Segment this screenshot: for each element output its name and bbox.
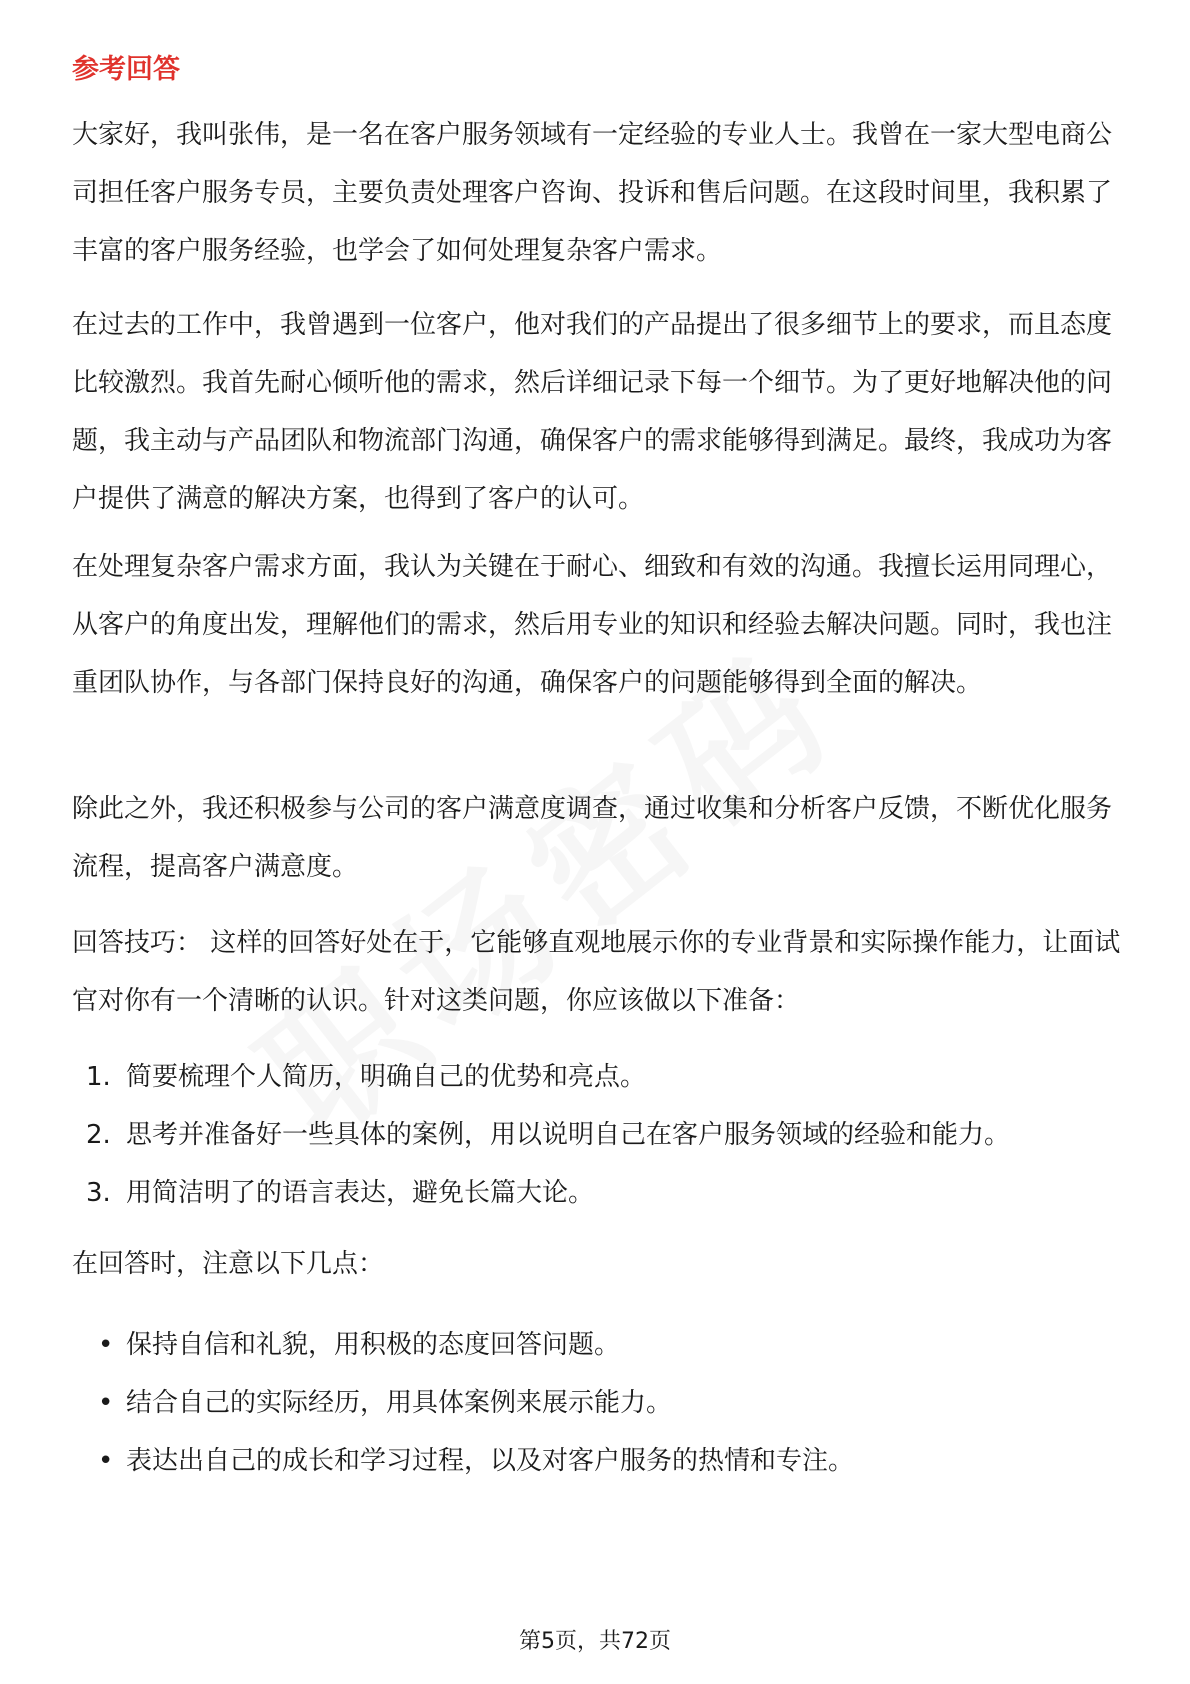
list-number: 3. (86, 1178, 111, 1208)
list-item (72, 1432, 1132, 1490)
list-item-text: 思考并准备好一些具体的案例，用以说明自己在客户服务领域的经验和能力。 (126, 1120, 1011, 1150)
bullet-icon: • (98, 1388, 114, 1418)
list-item (72, 1106, 1132, 1164)
paragraph-extra: 除此之外，我还积极参与公司的客户满意度调查，通过收集和分析客户反馈，不断优化服务流程，提高客户满意度。 (72, 794, 1113, 882)
paragraph-experience: 在过去的工作中，我曾遇到一位客户，他对我们的产品提出了很多细节上的要求，而且态度比较激烈。我首先耐心倾听他的需求，然后详细记录下每一个细节。为了更好地解决他的问题，我主动与产品团队和物流部门沟通，确保客户的需求能够得到满足。最终，我成功为客户提供了满意的解决方案，也得到了客户的认可。 (72, 310, 1113, 514)
bullet-icon: • (98, 1446, 114, 1476)
list-item (72, 1164, 1132, 1222)
list-item (72, 1374, 1132, 1432)
note-intro: 在回答时，注意以下几点： (72, 1249, 385, 1279)
list-item-text: 结合自己的实际经历，用具体案例来展示能力。 (126, 1388, 673, 1418)
bullet-list (72, 1316, 1132, 1490)
paragraph-approach: 在处理复杂客户需求方面，我认为关键在于耐心、细致和有效的沟通。我擅长运用同理心，从客户的角度出发，理解他们的需求，然后用专业的知识和经验去解决问题。同时，我也注重团队协作，与各部门保持良好的沟通，确保客户的问题能够得到全面的解决。 (72, 552, 1113, 698)
paragraph-tips: 回答技巧： 这样的回答好处在于，它能够直观地展示你的专业背景和实际操作能力，让面试官对你有一个清晰的认识。针对这类问题，你应该做以下准备： (72, 928, 1121, 1016)
list-item-text: 用简洁明了的语言表达，避免长篇大论。 (126, 1178, 595, 1208)
section-title: 参考回答 (72, 54, 180, 85)
list-item-text: 简要梳理个人简历，明确自己的优势和亮点。 (126, 1062, 647, 1092)
list-item-text: 保持自信和礼貌，用积极的态度回答问题。 (126, 1330, 621, 1360)
list-number: 1. (86, 1062, 111, 1092)
list-number: 2. (86, 1120, 111, 1150)
list-item (72, 1048, 1132, 1106)
list-item (72, 1316, 1132, 1374)
list-item-text: 表达出自己的成长和学习过程，以及对客户服务的热情和专注。 (126, 1446, 855, 1476)
numbered-list (72, 1048, 1132, 1222)
paragraph-intro: 大家好，我叫张伟，是一名在客户服务领域有一定经验的专业人士。我曾在一家大型电商公司担任客户服务专员，主要负责处理客户咨询、投诉和售后问题。在这段时间里，我积累了丰富的客户服务经验，也学会了如何处理复杂客户需求。 (72, 120, 1113, 266)
bullet-icon: • (98, 1330, 114, 1360)
page-footer: 第5页，共72页 (519, 1629, 671, 1654)
